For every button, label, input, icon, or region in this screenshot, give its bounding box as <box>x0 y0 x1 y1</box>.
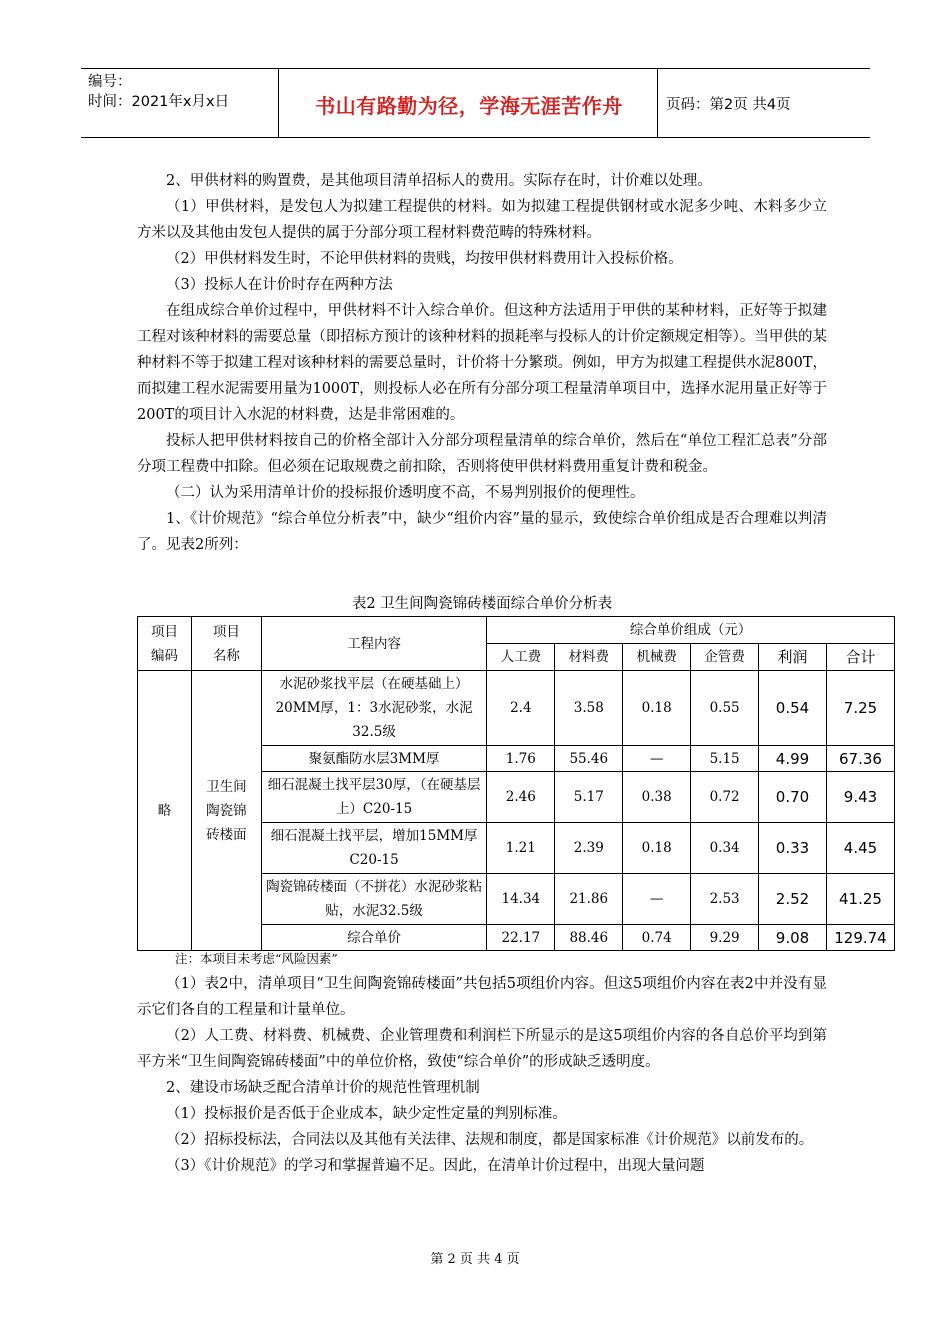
cell-profit: 0.33 <box>759 823 827 874</box>
table-header-row <box>138 617 895 644</box>
paragraph: （1）表2中，清单项目“卫生间陶瓷锦砖楼面”共包括5项组价内容。但这5项组价内容在表2中并没有显示它们各自的工程量和计量单位。 <box>137 976 827 1018</box>
cell-profit: 0.54 <box>759 671 827 746</box>
cell-summary-label: 综合单价 <box>261 925 487 951</box>
cell-total: 9.43 <box>826 772 894 823</box>
cell-labor: 14.34 <box>487 874 555 925</box>
cell-material: 88.46 <box>555 925 623 951</box>
paragraph: （1）投标报价是否低于企业成本，缺少定性定量的判别标准。 <box>166 1106 567 1122</box>
cell-material: 3.58 <box>555 671 623 746</box>
cell-total: 41.25 <box>826 874 894 925</box>
cell-code: 略 <box>138 671 192 951</box>
page-header <box>81 68 870 138</box>
cell-material: 21.86 <box>555 874 623 925</box>
cell-profit: 2.52 <box>759 874 827 925</box>
cell-labor: 2.4 <box>487 671 555 746</box>
cell-machine: 0.18 <box>623 671 691 746</box>
paragraph: （二）认为采用清单计价的投标报价透明度不高，不易判别报价的便理性。 <box>166 485 645 501</box>
body-text-top <box>137 168 827 558</box>
cell-profit: 9.08 <box>759 925 827 951</box>
cell-content: 细石混凝土找平层，增加15MM厚C20-15 <box>261 823 487 874</box>
cell-content: 水泥砂浆找平层（在硬基础上）20MM厚，1：3水泥砂浆，水泥32.5级 <box>261 671 487 746</box>
paragraph: （3）投标人在计价时存在两种方法 <box>166 277 393 293</box>
paragraph: （2）甲供材料发生时，不论甲供材料的贵贱，均按甲供材料费用计入投标价格。 <box>166 251 683 267</box>
cell-total: 129.74 <box>826 925 894 951</box>
cell-profit: 4.99 <box>759 746 827 772</box>
paragraph: （2）人工费、材料费、机械费、企业管理费和利润栏下所显示的是这5项组价内容的各自总价平均到第平方米“卫生间陶瓷锦砖楼面”中的单位价格，致使“综合单价”的形成缺乏透明度。 <box>137 1028 827 1070</box>
cell-mgmt: 0.34 <box>691 823 759 874</box>
col-header-code: 项目 编码 <box>138 617 192 671</box>
paragraph: 在组成综合单价过程中，甲供材料不计入综合单价。但这种方法适用于甲供的某种材料，正好等于拟建工程对该种材料的需要总量（即招标方预计的该种材料的损耗率与投标人的计价定额规定相等）。当甲供的某种材料不等于拟建工程对该种材料的需要总量时，计价将十分繁琐。例如，甲方为拟建工程提供水泥800T，而拟建工程水泥需要用量为1000T，则投标人必在所有分部分项工程量清单项目中，选择水泥用量正好等于200T的项目计入水泥的材料费，达是非常困难的。 <box>137 303 827 423</box>
cell-labor: 2.46 <box>487 772 555 823</box>
body-text-bottom <box>137 971 827 1179</box>
paragraph: 2、甲供材料的购置费，是其他项目清单招标人的费用。实际存在时，计价难以处理。 <box>166 173 712 189</box>
cell-labor: 1.76 <box>487 746 555 772</box>
paragraph: 投标人把甲供材料按自己的价格全部计入分部分项程量清单的综合单价，然后在“单位工程汇总表”分部分项工程费中扣除。但必须在记取规费之前扣除，否则将使甲供材料费用重复计费和税金。 <box>137 433 827 475</box>
cell-item-name: 卫生间 陶瓷锦 砖楼面 <box>191 671 261 951</box>
cost-analysis-table <box>137 616 895 951</box>
col-header-group: 综合单价组成（元） <box>487 617 895 644</box>
col-header-name: 项目 名称 <box>191 617 261 671</box>
header-meta <box>88 72 229 112</box>
cell-profit: 0.70 <box>759 772 827 823</box>
header-page-number: 页码：第2页 共4页 <box>666 97 791 113</box>
paragraph: 2、建设市场缺乏配合清单计价的规范性管理机制 <box>166 1080 480 1096</box>
cell-mgmt: 0.55 <box>691 671 759 746</box>
paragraph: （3）《计价规范》的学习和掌握普遍不足。因此，在清单计价过程中，出现大量问题 <box>166 1158 705 1174</box>
cell-material: 55.46 <box>555 746 623 772</box>
col-header-content: 工程内容 <box>261 617 487 671</box>
header-divider <box>278 69 279 137</box>
col-header-machine: 机械费 <box>623 644 691 671</box>
cell-total: 67.36 <box>826 746 894 772</box>
table-row <box>138 671 895 746</box>
cell-mgmt: 9.29 <box>691 925 759 951</box>
page-footer: 第 2 页 共 4 页 <box>430 1252 520 1267</box>
cell-content: 聚氨酯防水层3MM厚 <box>261 746 487 772</box>
paragraph: 1、《计价规范》“综合单位分析表”中，缺少“组价内容”量的显示，致使综合单价组成是否合理难以判清了。见表2所列： <box>137 511 827 553</box>
paragraph: （2）招标投标法，合同法以及其他有关法律、法规和制度，都是国家标准《计价规范》以前发布的。 <box>166 1132 814 1148</box>
cell-total: 4.45 <box>826 823 894 874</box>
header-date: 时间：2021年x月x日 <box>88 94 230 110</box>
col-header-mgmt: 企管费 <box>691 644 759 671</box>
cell-material: 2.39 <box>555 823 623 874</box>
cell-machine: — <box>623 874 691 925</box>
header-motto: 书山有路勤为径，学海无涯苦作舟 <box>315 94 623 118</box>
cell-content: 细石混凝土找平层30厚，（在硬基层上）C20-15 <box>261 772 487 823</box>
col-header-material: 材料费 <box>555 644 623 671</box>
table-note: 注：本项目未考虑“风险因素” <box>175 951 338 966</box>
cell-mgmt: 0.72 <box>691 772 759 823</box>
header-number: 编号： <box>88 74 132 90</box>
col-header-profit: 利润 <box>759 644 827 671</box>
cell-mgmt: 2.53 <box>691 874 759 925</box>
cell-material: 5.17 <box>555 772 623 823</box>
cell-labor: 1.21 <box>487 823 555 874</box>
cell-machine: — <box>623 746 691 772</box>
col-header-labor: 人工费 <box>487 644 555 671</box>
table-caption: 表2 卫生间陶瓷锦砖楼面综合单价分析表 <box>351 596 613 612</box>
header-divider <box>657 69 658 137</box>
cell-total: 7.25 <box>826 671 894 746</box>
col-header-total: 合计 <box>826 644 894 671</box>
paragraph: （1）甲供材料，是发包人为拟建工程提供的材料。如为拟建工程提供钢材或水泥多少吨、木料多少立方米以及其他由发包人提供的属于分部分项工程材料费范畴的特殊材料。 <box>137 199 827 241</box>
cell-mgmt: 5.15 <box>691 746 759 772</box>
cell-machine: 0.74 <box>623 925 691 951</box>
cell-labor: 22.17 <box>487 925 555 951</box>
cell-content: 陶瓷锦砖楼面（不拼花）水泥砂浆粘贴，水泥32.5级 <box>261 874 487 925</box>
cell-machine: 0.18 <box>623 823 691 874</box>
cell-machine: 0.38 <box>623 772 691 823</box>
